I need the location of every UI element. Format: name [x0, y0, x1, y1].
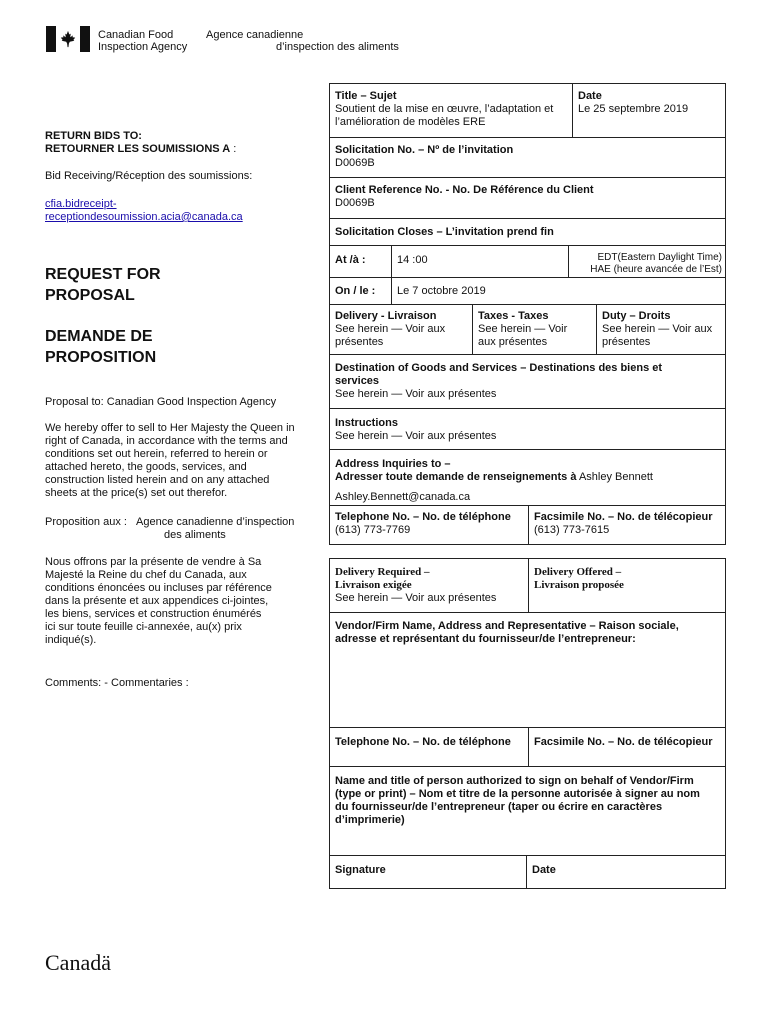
vendor-tel-field[interactable]: Telephone No. – No. de téléphone	[335, 736, 511, 748]
title-cell	[331, 87, 571, 132]
on-label: On / le :	[335, 285, 376, 297]
offer-en-line: right of Canada, in accordance with the terms and	[45, 435, 288, 447]
delivery-offered-label-line1: Delivery Offered –	[534, 566, 622, 578]
duty-cell	[598, 307, 726, 352]
title-fr-line2: PROPOSITION	[45, 349, 157, 366]
offer-fr-line: Nous offrons par la présente de vendre à Sa	[45, 556, 262, 568]
fax-value: (613) 773-7615	[534, 524, 610, 536]
proposition-label: Proposition aux :	[45, 516, 127, 528]
delivery-value-line1: See herein — Voir aux	[335, 323, 446, 335]
at-value: 14 :00	[397, 254, 428, 266]
title-value-line2: l’amélioration de modèles ERE	[335, 116, 486, 128]
client-ref-value: D0069B	[335, 197, 375, 209]
address-contact: Ashley Bennett	[578, 471, 653, 483]
proposition-line1: Agence canadienne d’inspection	[136, 516, 295, 528]
agency-name-fr	[206, 29, 406, 53]
email-link[interactable]	[45, 198, 243, 224]
vendor-label-line2: adresse et représentant du fournisseur/de l’entrepreneur:	[335, 633, 636, 645]
offer-fr-line: dans la présente et aux appendices ci-jointes,	[45, 595, 269, 607]
offer-en-line: sheets at the price(s) set out therefor.	[45, 487, 228, 499]
taxes-label: Taxes - Taxes	[478, 310, 549, 322]
timezone-en: EDT(Eastern Daylight Time)	[597, 252, 722, 263]
delivery-required-value: See herein — Voir aux présentes	[335, 592, 497, 604]
delivery-offered-label-line2: Livraison proposée	[534, 579, 624, 591]
on-value: Le 7 octobre 2019	[397, 285, 486, 297]
address-label-text: Adresser toute demande de renseignements	[335, 471, 568, 483]
solicitation-value: D0069B	[335, 157, 375, 169]
offer-fr-line: les biens, services et construction énumérés	[45, 608, 262, 620]
signature-field[interactable]: Signature	[335, 864, 386, 876]
delivery-value-line2: présentes	[335, 336, 384, 348]
proposal-to: Proposal to: Canadian Good Inspection Agency	[45, 396, 277, 408]
taxes-cell	[474, 307, 594, 352]
delivery-required-label-line2: Livraison exigée	[335, 579, 412, 591]
name-title-line2: (type or print) – Nom et titre de la personne autorisée à signer au nom	[335, 788, 700, 800]
duty-value-line1: See herein — Voir aux	[602, 323, 713, 335]
offer-en	[45, 422, 315, 500]
fax-label: Facsimile No. – No. de télécopieur	[534, 511, 713, 523]
destination-value: See herein — Voir aux présentes	[335, 388, 497, 400]
address-email: Ashley.Bennett@canada.ca	[335, 491, 471, 503]
client-ref-cell	[331, 181, 721, 213]
name-title-line3: du fournisseur/de l’entrepreneur (taper ou écrire en caractères	[335, 801, 663, 813]
title-en	[45, 264, 161, 306]
return-bids-colon: :	[230, 143, 237, 155]
offer-en-line: conditions set out herein, referred to herein or	[45, 448, 268, 460]
destination-label-line1: Destination of Goods and Services – Destinations des biens et	[335, 362, 663, 374]
offer-fr-line: Majesté la Reine du chef du Canada, aux	[45, 569, 247, 581]
vendor-fax-field[interactable]: Facsimile No. – No. de télécopieur	[534, 736, 713, 748]
email-line1: cfia.bidreceipt-	[45, 198, 117, 210]
proposition-line2: des aliments	[164, 529, 226, 541]
duty-value-line2: présentes	[602, 336, 651, 348]
delivery-cell	[331, 307, 471, 352]
authorized-name-field[interactable]	[331, 772, 723, 852]
return-bids-fr-text: RETOURNER LES SOUMISSIONS A	[45, 143, 231, 155]
closes-label: Solicitation Closes – L’invitation prend fin	[335, 226, 554, 238]
taxes-value-line1: See herein — Voir	[478, 323, 568, 335]
taxes-value-line2: aux présentes	[478, 336, 548, 348]
date-label: Date	[578, 90, 602, 102]
proposition-value	[136, 516, 294, 542]
delivery-offered-cell[interactable]	[530, 563, 726, 595]
agency-name-en	[98, 29, 187, 53]
offer-fr-line: indiqué(s).	[45, 634, 97, 646]
address-cell	[331, 455, 721, 507]
title-fr	[45, 326, 156, 368]
solicitation-cell	[331, 141, 721, 173]
title-fr-line1: DEMANDE DE	[45, 328, 153, 345]
maple-leaf-icon	[59, 30, 77, 48]
offer-fr-line: ici sur toute feuille ci-annexée, au(x) prix	[45, 621, 242, 633]
return-bids-en: RETURN BIDS TO:	[45, 130, 142, 142]
agency-fr-line2: d’inspection des aliments	[276, 41, 399, 53]
offer-fr	[45, 556, 315, 647]
address-label-line1: Address Inquiries to –	[335, 458, 451, 470]
delivery-label: Delivery - Livraison	[335, 310, 437, 322]
title-label: Title – Sujet	[335, 90, 397, 102]
date-cell	[574, 87, 724, 119]
agency-en-line1: Canadian Food	[98, 29, 174, 41]
date-value: Le 25 septembre 2019	[578, 103, 689, 115]
name-title-line1: Name and title of person authorized to sign on behalf of Vendor/Firm	[335, 775, 694, 787]
comments-label: Comments: - Commentaries :	[45, 677, 189, 689]
signature-date-field[interactable]: Date	[532, 864, 556, 876]
fax-cell	[530, 508, 726, 540]
at-label: At /à :	[335, 254, 366, 266]
client-ref-label: Client Reference No. - No. De Référence du Client	[335, 184, 594, 196]
bid-receiving-label: Bid Receiving/Réception des soumissions:	[45, 170, 253, 182]
vendor-label-line1: Vendor/Firm Name, Address and Representative – Raison sociale,	[335, 620, 679, 632]
delivery-required-cell	[331, 563, 527, 608]
tel-cell	[331, 508, 527, 540]
agency-fr-line1: Agence canadienne	[206, 29, 304, 41]
duty-label: Duty – Droits	[602, 310, 671, 322]
timezone	[570, 249, 726, 279]
agency-en-line2: Inspection Agency	[98, 41, 188, 53]
title-en-line1: REQUEST FOR	[45, 266, 161, 283]
instructions-label: Instructions	[335, 417, 398, 429]
vendor-name-field[interactable]	[331, 617, 721, 725]
address-label-a: à	[570, 471, 577, 483]
destination-label-line2: services	[335, 375, 380, 387]
delivery-required-label-line1: Delivery Required –	[335, 566, 430, 578]
instructions-value: See herein — Voir aux présentes	[335, 430, 497, 442]
title-value-line1: Soutient de la mise en œuvre, l’adaptation et	[335, 103, 554, 115]
canada-flag-icon	[46, 26, 90, 52]
instructions-cell	[331, 414, 721, 446]
timezone-fr: HAE (heure avancée de l’Est)	[590, 264, 722, 275]
address-label-line2	[335, 471, 717, 484]
tel-value: (613) 773-7769	[335, 524, 411, 536]
solicitation-label: Solicitation No. – Nº de l’invitation	[335, 144, 514, 156]
offer-en-line: attached hereto, the goods, services, and	[45, 461, 247, 473]
tel-label: Telephone No. – No. de téléphone	[335, 511, 511, 523]
email-line2: receptiondesoumission.acia@canada.ca	[45, 211, 243, 223]
name-title-line4: d’imprimerie)	[335, 814, 405, 826]
destination-cell	[331, 359, 721, 404]
return-bids-fr	[45, 143, 236, 156]
title-en-line2: PROPOSAL	[45, 287, 135, 304]
canada-wordmark: Canadä	[45, 950, 111, 975]
offer-en-line: We hereby offer to sell to Her Majesty the Queen in	[45, 422, 295, 434]
offer-fr-line: conditions énoncées ou incluses par référence	[45, 582, 272, 594]
offer-en-line: construction listed herein and on any attached	[45, 474, 270, 486]
